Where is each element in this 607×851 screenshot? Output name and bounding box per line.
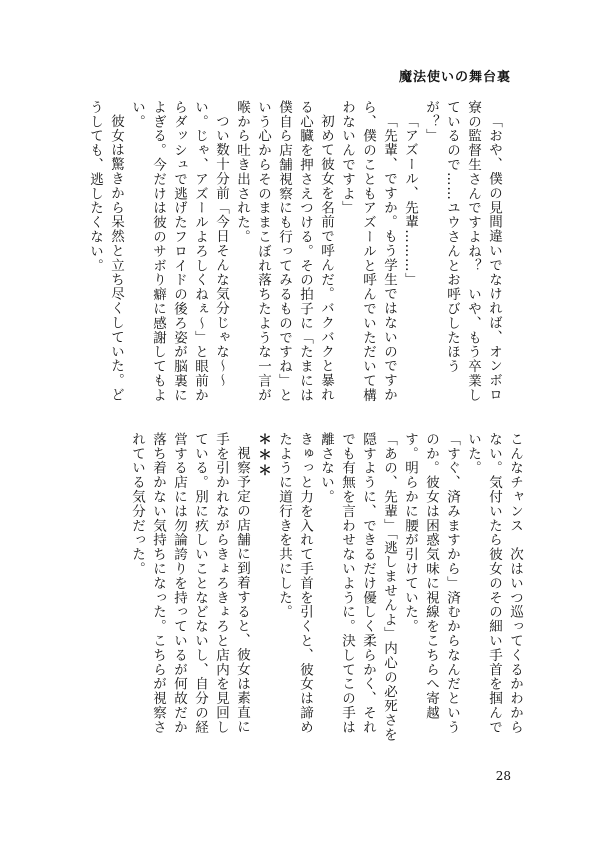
bottom-text-block xyxy=(105,432,525,747)
paragraph: 「アズール、先輩………」 xyxy=(402,113,418,287)
top-text-block xyxy=(87,100,504,410)
paragraph: 初めて彼女を名前で呼んだ。バクバクと暴れる心臓を押さえつける。その拍子に「たまには僕自ら店舗視察にも行ってみるものですね」という心からそのままこぼれ落ちたような一言が喉から吐き出された。 xyxy=(234,100,334,403)
paragraph: 視察予定の店舗に到着すると、彼女は素直に手を引かれながらきょろきょろと店内を見回している。別に疚しいことなどないし、自分の経営する店には勿論誇りを持っているが何故だか落ち着かない気持ちになった。こちらが視察されている気分だった。 xyxy=(129,432,250,735)
paragraph: 「先輩、ですか。もう学生ではないのですから、僕のこともアズールと呼んでいただいて構わないんですよ」 xyxy=(339,100,397,403)
paragraph: こんなチャンス 次はいつ巡ってくるかわからない。気付いたら彼女のその細い手首を掴んでいた。 xyxy=(465,432,523,735)
paragraph: 「あの、先輩」「逃しませんよ」内心の必死さを隠すように、できるだけ優しく柔らかく、それでも有無を言わせないように。決してこの手は離さない。 xyxy=(318,432,397,743)
paragraph: つい数十分前「今日そんな気分じゃな〜〜い。じゃ、アズールよろしくねぇ〜」と眼前からダッシュで逃げたフロイドの後ろ姿が脳裏によぎる。今だけは彼のサボり癖に感謝してもよい。 xyxy=(129,100,229,403)
paragraph: 彼女は驚きから呆然と立ち尽くしていた。どうしても、逃したくない。 xyxy=(87,100,124,402)
paragraph: 「おや、僕の見間違いでなければ、オンボロ寮の監督生さんですよね？ いや、もう卒業しているので……ユウさんとお呼びしたほうが？」 xyxy=(423,100,502,403)
paragraph: 「すぐ、済みますから」済むからなんだというのか。彼女は困惑気味に視線をこちらへ寄越す。明らかに腰が引けていた。 xyxy=(402,432,460,735)
paragraph: きゅっと力を入れて手首を引くと、彼女は諦めたように道行きを共にした。 xyxy=(276,432,313,735)
scene-separator: ＊＊＊ xyxy=(255,432,271,479)
page-number: 28 xyxy=(495,769,511,783)
running-header: 魔法使いの舞台裏 xyxy=(398,70,511,85)
